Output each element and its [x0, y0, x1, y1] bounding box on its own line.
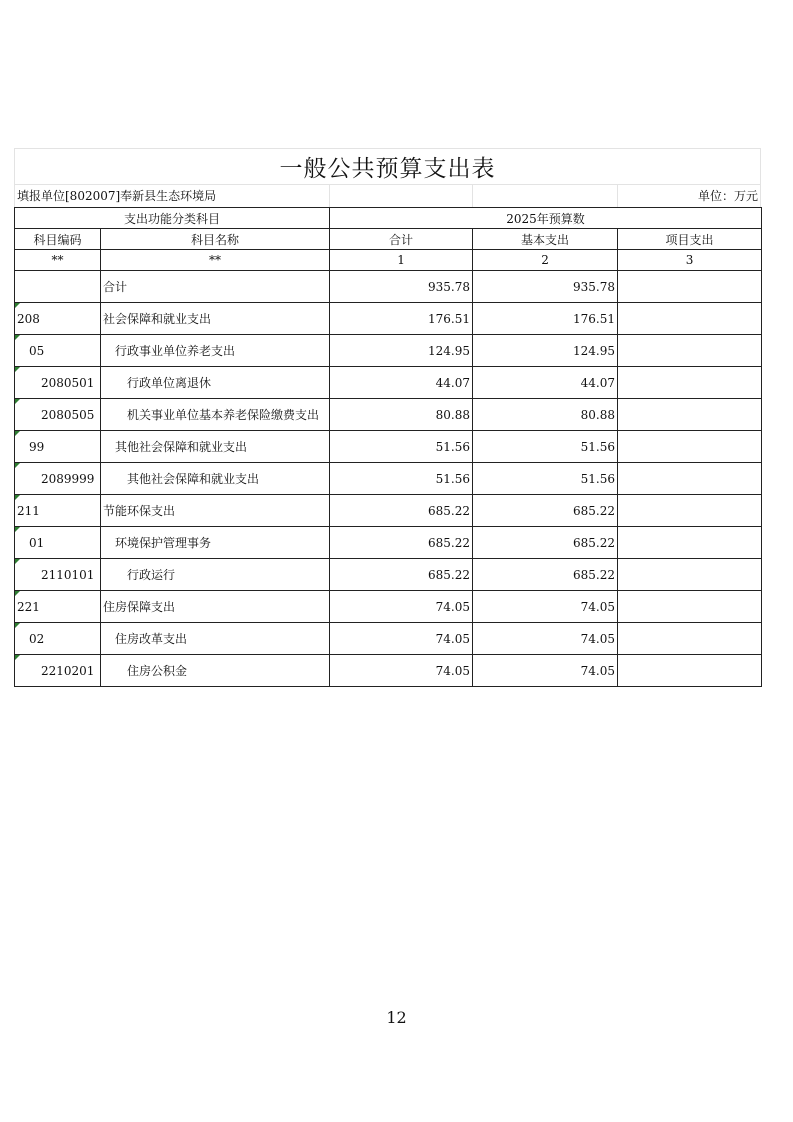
index-cell: 1	[330, 250, 473, 271]
unit-label: 单位：万元	[697, 189, 758, 203]
cell-total: 685.22	[330, 495, 473, 527]
cell-code: 99	[15, 431, 101, 463]
cell-project	[618, 591, 762, 623]
text-format-marker-icon	[15, 623, 20, 628]
cell-basic: 176.51	[473, 303, 618, 335]
cell-project	[618, 399, 762, 431]
cell-project	[618, 495, 762, 527]
cell-basic: 51.56	[473, 463, 618, 495]
cell-code: 01	[15, 527, 101, 559]
table-row	[15, 623, 762, 655]
text-format-marker-icon	[15, 431, 20, 436]
cell-basic: 685.22	[473, 559, 618, 591]
table-row	[15, 591, 762, 623]
cell-name: 行政事业单位养老支出	[101, 335, 330, 367]
cell-basic: 80.88	[473, 399, 618, 431]
cell-code: 221	[15, 591, 101, 623]
cell-name: 合计	[101, 271, 330, 303]
cell-code: 2089999	[15, 463, 101, 495]
expenditure-table	[14, 207, 762, 687]
cell-name: 行政运行	[101, 559, 330, 591]
cell-code: 2110101	[15, 559, 101, 591]
header-project: 项目支出	[618, 229, 762, 250]
cell-basic: 44.07	[473, 367, 618, 399]
table-row	[15, 463, 762, 495]
unit-row	[14, 184, 761, 207]
cell-code	[15, 271, 101, 303]
cell-total: 685.22	[330, 527, 473, 559]
cell-name: 环境保护管理事务	[101, 527, 330, 559]
cell-code: 211	[15, 495, 101, 527]
cell-project	[618, 463, 762, 495]
index-cell: **	[101, 250, 330, 271]
cell-code: 05	[15, 335, 101, 367]
cell-name: 住房保障支出	[101, 591, 330, 623]
header-name: 科目名称	[101, 229, 330, 250]
text-format-marker-icon	[15, 463, 20, 468]
cell-basic: 74.05	[473, 655, 618, 687]
table-row	[15, 431, 762, 463]
text-format-marker-icon	[15, 591, 20, 596]
unit-row-divider	[472, 185, 473, 207]
cell-project	[618, 559, 762, 591]
table-row	[15, 527, 762, 559]
cell-basic: 935.78	[473, 271, 618, 303]
cell-total: 74.05	[330, 623, 473, 655]
cell-basic: 685.22	[473, 527, 618, 559]
table-row	[15, 335, 762, 367]
cell-name: 其他社会保障和就业支出	[101, 431, 330, 463]
cell-code: 02	[15, 623, 101, 655]
cell-total: 685.22	[330, 559, 473, 591]
unit-row-divider	[329, 185, 330, 207]
cell-project	[618, 303, 762, 335]
cell-code: 208	[15, 303, 101, 335]
text-format-marker-icon	[15, 303, 20, 308]
cell-name: 机关事业单位基本养老保险缴费支出	[101, 399, 330, 431]
text-format-marker-icon	[15, 399, 20, 404]
index-row	[15, 250, 762, 271]
budget-sheet	[14, 148, 761, 687]
cell-total: 74.05	[330, 655, 473, 687]
cell-name: 其他社会保障和就业支出	[101, 463, 330, 495]
header-total: 合计	[330, 229, 473, 250]
document-title: 一般公共预算支出表	[14, 148, 761, 184]
cell-basic: 74.05	[473, 623, 618, 655]
index-cell: 2	[473, 250, 618, 271]
text-format-marker-icon	[15, 655, 20, 660]
text-format-marker-icon	[15, 335, 20, 340]
cell-code: 2080505	[15, 399, 101, 431]
cell-name: 节能环保支出	[101, 495, 330, 527]
cell-name: 住房改革支出	[101, 623, 330, 655]
cell-project	[618, 623, 762, 655]
text-format-marker-icon	[15, 527, 20, 532]
group-header-row	[15, 208, 762, 229]
cell-basic: 685.22	[473, 495, 618, 527]
table-row	[15, 271, 762, 303]
cell-total: 124.95	[330, 335, 473, 367]
index-cell: 3	[618, 250, 762, 271]
cell-project	[618, 431, 762, 463]
index-cell: **	[15, 250, 101, 271]
cell-name: 社会保障和就业支出	[101, 303, 330, 335]
column-header-row	[15, 229, 762, 250]
cell-project	[618, 655, 762, 687]
cell-total: 51.56	[330, 463, 473, 495]
table-row	[15, 559, 762, 591]
cell-total: 44.07	[330, 367, 473, 399]
cell-name: 住房公积金	[101, 655, 330, 687]
text-format-marker-icon	[15, 367, 20, 372]
cell-basic: 124.95	[473, 335, 618, 367]
page-number: 12	[386, 1008, 407, 1027]
unit-row-divider	[617, 185, 618, 207]
table-row	[15, 495, 762, 527]
cell-basic: 74.05	[473, 591, 618, 623]
cell-basic: 51.56	[473, 431, 618, 463]
cell-code: 2080501	[15, 367, 101, 399]
cell-code: 2210201	[15, 655, 101, 687]
header-code: 科目编码	[15, 229, 101, 250]
cell-project	[618, 271, 762, 303]
header-basic: 基本支出	[473, 229, 618, 250]
table-row	[15, 399, 762, 431]
reporting-unit: 填报单位[802007]奉新县生态环境局	[17, 189, 217, 203]
cell-total: 935.78	[330, 271, 473, 303]
cell-total: 80.88	[330, 399, 473, 431]
table-row	[15, 303, 762, 335]
table-row	[15, 367, 762, 399]
cell-total: 74.05	[330, 591, 473, 623]
text-format-marker-icon	[15, 495, 20, 500]
cell-project	[618, 367, 762, 399]
cell-project	[618, 527, 762, 559]
cell-project	[618, 335, 762, 367]
header-classification: 支出功能分类科目	[15, 208, 330, 229]
cell-name: 行政单位离退休	[101, 367, 330, 399]
table-row	[15, 655, 762, 687]
text-format-marker-icon	[15, 559, 20, 564]
cell-total: 176.51	[330, 303, 473, 335]
cell-total: 51.56	[330, 431, 473, 463]
header-budget: 2025年预算数	[330, 208, 762, 229]
